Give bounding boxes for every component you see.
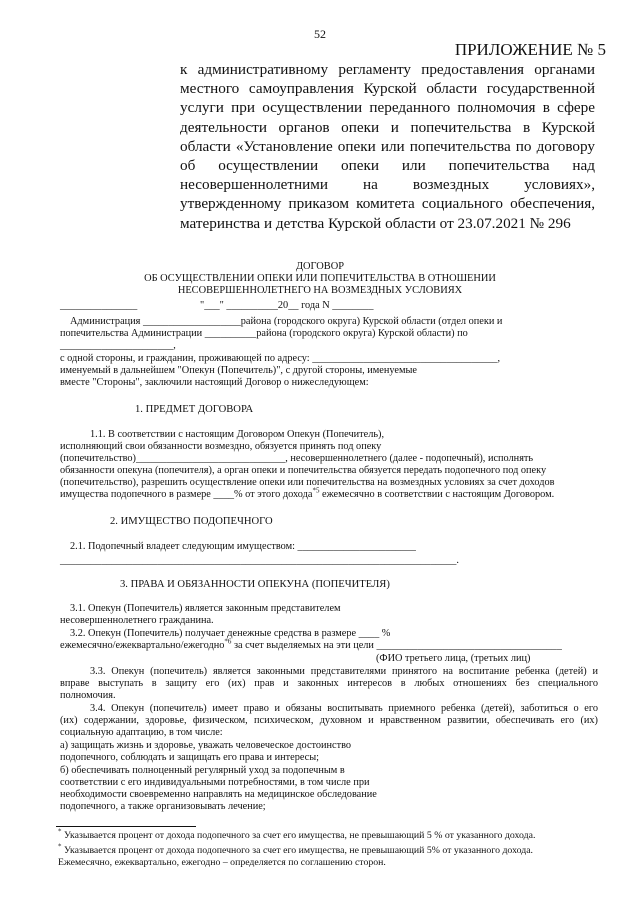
pb-line-4: подопечного, а также организовывать лечение; — [60, 801, 266, 812]
p34-line-1: 3.4. Опекун (попечитель) имеет право и обязаны воспитывать приемного ребенка (детей), заботиться о его — [90, 703, 598, 714]
footnote-6: * Указывается процент от дохода подопечного за счет его имущества, не превышающий 5% от указанного дохода. — [58, 842, 534, 856]
date-line: "___" __________20__ года N ________ — [200, 300, 374, 311]
section-2-title: 2. ИМУЩЕСТВО ПОДОПЕЧНОГО — [110, 516, 273, 527]
p31-line-2: несовершеннолетнего гражданина. — [60, 615, 214, 626]
place-blank: _______________ — [60, 300, 138, 311]
s2-line-1: 2.1. Подопечный владеет следующим имуществом: _______________________ — [70, 541, 416, 552]
p32-line-3: (ФИО третьего лица, (третьих лиц) — [376, 653, 531, 664]
footnote-6-cont: Ежемесячно, ежеквартально, ежегодно – определяется по соглашению сторон. — [58, 857, 386, 868]
preamble-line-4: с одной стороны, и гражданин, проживающей по адресу: ____________________________________, — [60, 353, 501, 364]
footnote-ref-6: *6 — [224, 637, 232, 646]
p34-line-2: (их) содержании, здоровье, физическом, психическом, духовном и нравственном развитии, обеспечивать его (их) — [60, 715, 598, 726]
s2-line-2: _____________________________________________________________________________. — [60, 555, 460, 566]
preamble-line-2: попечительства Администрации __________района (городского округа) Курской области) по — [60, 328, 468, 339]
footnote-divider — [56, 826, 196, 827]
section-3-title: 3. ПРАВА И ОБЯЗАННОСТИ ОПЕКУНА (ПОПЕЧИТЕЛЯ) — [120, 579, 390, 590]
preamble-line-3: ______________________, — [60, 340, 176, 351]
p32-line-1: 3.2. Опекун (Попечитель) получает денежные средства в размере ____ % — [70, 628, 391, 639]
pa-line-1: а) защищать жизнь и здоровье, уважать человеческое достоинство — [60, 740, 352, 751]
s1-line-3: (попечительство)_____________________________, несовершеннолетнего (далее - подопечный), исполнять — [60, 453, 534, 464]
p33-line-1: 3.3. Опекун (попечитель) является законными представителями принятого на воспитание ребенка (детей) и — [90, 666, 598, 677]
s1-line-6: имущества подопечного в размере ____% от этого дохода$^{*5}$ ежемесячно в соответствии с настоящим Договором. — [60, 486, 555, 500]
s1-line-2: исполняющий свои обязанности возмездно, обязуется принять под опеку — [60, 441, 382, 452]
pa-line-2: подопечного, соблюдать и защищать его права и интересы; — [60, 752, 320, 763]
preamble-line-1: Администрация ___________________района (городского округа) Курской области (отдел опеки и — [70, 316, 503, 327]
s1-line-1: 1.1. В соответствии с настоящим Договором Опекун (Попечитель), — [90, 429, 385, 440]
footnote-ref-5: *5 — [312, 486, 320, 495]
contract-subtitle-2: НЕСОВЕРШЕННОЛЕТНЕГО НА ВОЗМЕЗДНЫХ УСЛОВИЯХ — [177, 285, 463, 296]
p34-line-3: социальную адаптацию, в том числе: — [60, 727, 223, 738]
p33-line-2: вправе выступать в защиту его (их) прав и законных интересов в любых отношениях без специального — [60, 678, 598, 689]
s1-line-5: (попечительство), разрешить осуществление опеки или попечительства на возмездных условиях за счет доходов — [60, 477, 555, 488]
footnote-5: * Указывается процент от дохода подопечного за счет его имущества, не превышающий 5 % от указанного дохода. — [58, 827, 536, 841]
section-1-title: 1. ПРЕДМЕТ ДОГОВОРА — [135, 404, 254, 415]
pb-line-1: б) обеспечивать полноценный регулярный уход за подопечным в — [60, 765, 345, 776]
appendix-text: к административному регламенту предоставления органами местного самоуправления Курской области государственной услуги при осуществлении переданного полномочия в сфере деятельности органов опеки и попечительства в Курской области «Установление опеки или попечительства по договору об осуществлении опеки или попечительства над несовершеннолетними на возмездных условиях», утвержденному приказом комитета социального обеспечения, материнства и детства Курской области от 23.07.2021 № 296 — [180, 61, 595, 232]
pb-line-3: необходимости своевременно направлять на медицинское обследование — [60, 789, 377, 800]
appendix-title: ПРИЛОЖЕНИЕ № 5 — [454, 40, 606, 59]
p32-line-2: ежемесячно/ежеквартально/ежегодно$^{*6}$ за счет выделяемых на эти цели ____________________________________ — [60, 637, 562, 651]
contract-title: ДОГОВОР — [295, 261, 345, 272]
page-number: 52 — [314, 27, 326, 41]
preamble-line-5: именуемый в дальнейшем "Опекун (Попечитель)", с другой стороны, именуемые — [60, 365, 417, 376]
pb-line-2: соответствии с его индивидуальными потребностями, в том числе при — [60, 777, 370, 788]
p31-line-1: 3.1. Опекун (Попечитель) является законным представителем — [70, 603, 341, 614]
p33-line-3: полномочия. — [60, 690, 116, 701]
s1-line-4: обязанности опекуна (попечителя), а орган опеки и попечительства обязуется передать подопечного под опеку — [60, 465, 547, 476]
contract-subtitle-1: ОБ ОСУЩЕСТВЛЕНИИ ОПЕКИ ИЛИ ПОПЕЧИТЕЛЬСТВА В ОТНОШЕНИИ — [144, 273, 496, 284]
preamble-line-6: вместе "Стороны", заключили настоящий Договор о нижеследующем: — [60, 377, 369, 388]
